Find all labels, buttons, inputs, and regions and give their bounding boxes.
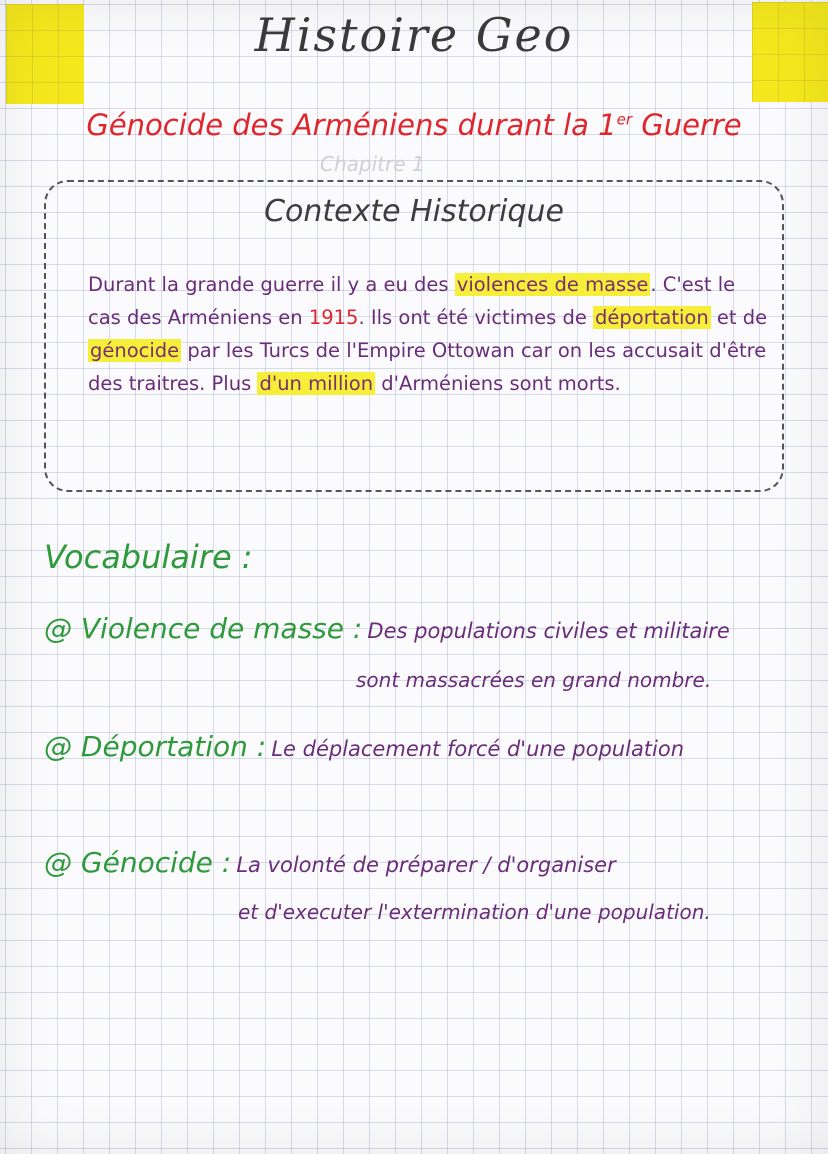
- highlight-genocide: génocide: [90, 339, 180, 362]
- subtitle-sup: er: [616, 110, 633, 129]
- context-text-1: Durant la grande guerre il y a eu des: [88, 273, 455, 296]
- vocab-definition-cont: et d'executer l'extermination d'une population.: [238, 900, 711, 924]
- page-subtitle: [0, 108, 828, 142]
- context-text-4: et de: [710, 306, 768, 329]
- vocab-term: @ Déportation :: [44, 730, 267, 763]
- highlight-violences: violences de masse: [456, 273, 649, 296]
- vocab-term: @ Génocide :: [44, 846, 232, 879]
- context-text-5: par les Turcs de l'Empire Ottowan car on les accusait d'être des traitres. Plus: [88, 339, 767, 395]
- faint-chapter-note: Chapitre 1: [320, 152, 425, 176]
- vocab-definition-cont: sont massacrées en grand nombre.: [356, 668, 712, 692]
- vocab-entry-genocide: [44, 846, 616, 879]
- vocab-term: @ Violence de masse :: [44, 612, 363, 645]
- vocab-entry-deportation: [44, 730, 684, 763]
- context-text-6: d'Arméniens sont morts.: [375, 372, 621, 395]
- vocab-definition: La volonté de préparer / d'organiser: [236, 853, 616, 877]
- vocab-definition: Le déplacement forcé d'une population: [271, 737, 685, 761]
- subtitle-end: Guerre: [632, 108, 742, 142]
- highlight-million: d'un million: [259, 372, 374, 395]
- subtitle-main: Génocide des Arméniens durant la 1: [86, 108, 617, 142]
- vocab-entry-violence: [44, 612, 730, 645]
- context-box: [44, 180, 784, 492]
- year-1915: 1915: [308, 306, 359, 329]
- page-title: Histoire Geo: [254, 8, 574, 62]
- highlight-deportation: déportation: [595, 306, 709, 329]
- vocab-definition: Des populations civiles et militaire: [367, 619, 730, 643]
- context-box-title: Contexte Historique: [264, 194, 564, 229]
- context-text-2: . C'est le cas des Arméniens en: [88, 273, 736, 329]
- context-text-3: . Ils ont été victimes de: [358, 306, 594, 329]
- context-box-text: [88, 268, 768, 400]
- vocabulary-heading: Vocabulaire :: [44, 538, 253, 576]
